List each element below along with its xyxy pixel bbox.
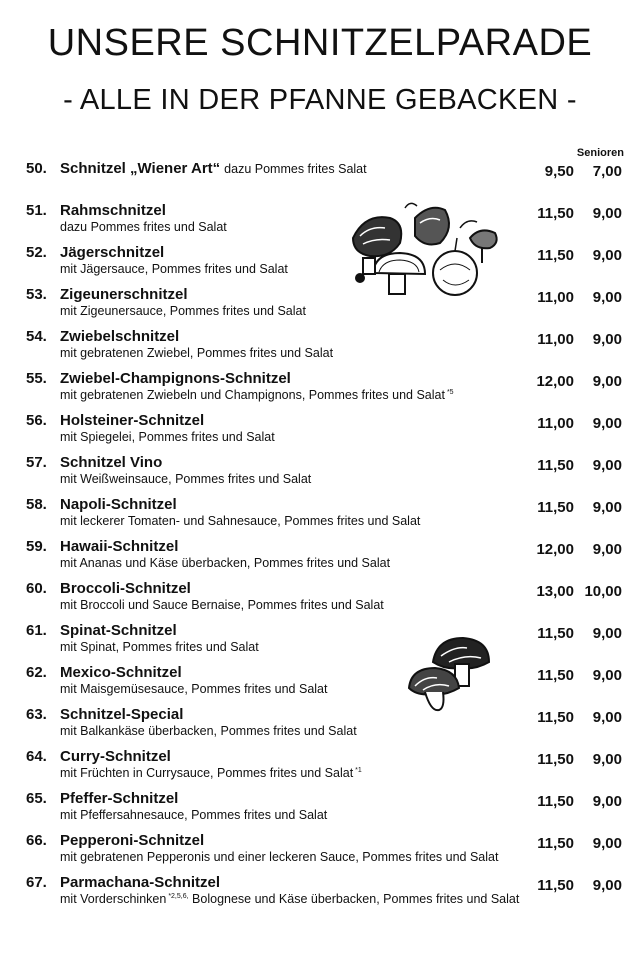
menu-item [0,746,640,788]
item-senior-price: 7,00 [592,163,622,180]
item-name: Pepperoni-Schnitzel [60,832,205,849]
item-price: 11,50 [537,877,574,894]
item-name: Napoli-Schnitzel [60,496,177,513]
item-senior-price: 9,00 [592,205,622,222]
menu-item [0,578,640,620]
item-number: 66. [26,832,47,849]
item-number: 65. [26,790,47,807]
item-senior-price: 9,00 [592,877,622,894]
item-senior-price: 9,00 [592,415,622,432]
item-senior-price: 9,00 [592,373,622,390]
item-senior-price: 10,00 [584,583,622,600]
item-name: Pfeffer-Schnitzel [60,790,179,807]
item-name: Curry-Schnitzel [60,748,171,765]
item-name: Zigeunerschnitzel [60,286,188,303]
item-price: 11,00 [537,415,574,432]
menu-item [0,620,640,662]
item-senior-price: 9,00 [592,625,622,642]
item-senior-price: 9,00 [592,751,622,768]
item-price: 11,50 [537,751,574,768]
item-name: Spinat-Schnitzel [60,622,177,639]
footnote-marker: *2,5,6, [168,892,189,900]
item-description: mit Spiegelei, Pommes frites und Salat [60,430,275,444]
item-number: 60. [26,580,47,597]
item-senior-price: 9,00 [592,289,622,306]
item-name: Jägerschnitzel [60,244,165,261]
item-price: 11,50 [537,625,574,642]
item-description: mit Jägersauce, Pommes frites und Salat [60,262,288,276]
menu-item [0,704,640,746]
item-number: 62. [26,664,47,681]
item-senior-price: 9,00 [592,793,622,810]
item-description: mit Broccoli und Sauce Bernaise, Pommes frites und Salat [60,598,384,612]
item-number: 59. [26,538,47,555]
item-number: 57. [26,454,47,471]
item-senior-price: 9,00 [592,835,622,852]
item-description: dazu Pommes frites und Salat [60,220,227,234]
item-number: 51. [26,202,47,219]
menu-items-list [0,158,640,914]
item-number: 61. [26,622,47,639]
item-description: mit Früchten in Currysauce, Pommes frites und Salat $^{*1}$ [60,766,362,780]
menu-item [0,326,640,368]
item-price: 11,50 [537,709,574,726]
menu-item [0,200,640,242]
item-name: Zwiebel-Champignons-Schnitzel [60,370,291,387]
item-description: mit Zigeunersauce, Pommes frites und Salat [60,304,306,318]
item-name: Zwiebelschnitzel [60,328,180,345]
item-price: 12,00 [536,373,574,390]
item-name: Mexico-Schnitzel [60,664,182,681]
item-price: 11,50 [537,793,574,810]
item-senior-price: 9,00 [592,499,622,516]
footnote-marker: *1 [355,766,362,774]
item-number: 58. [26,496,47,513]
menu-item [0,662,640,704]
menu-item [0,788,640,830]
item-price: 11,00 [537,331,574,348]
item-senior-price: 9,00 [592,247,622,264]
item-name: Schnitzel Vino [60,454,163,471]
menu-item [0,368,640,410]
item-name: Schnitzel „Wiener Art“ dazu Pommes frites Salat [60,160,367,177]
item-number: 64. [26,748,47,765]
item-number: 56. [26,412,47,429]
item-senior-price: 9,00 [592,331,622,348]
item-senior-price: 9,00 [592,541,622,558]
item-description: mit leckerer Tomaten- und Sahnesauce, Pommes frites und Salat [60,514,421,528]
menu-item [0,242,640,284]
item-price: 11,00 [537,289,574,306]
menu-item [0,410,640,452]
item-description: mit Pfeffersahnesauce, Pommes frites und Salat [60,808,328,822]
menu-title: UNSERE SCHNITZELPARADE [47,22,593,64]
item-description: dazu Pommes frites Salat [224,162,367,176]
item-description: mit Ananas und Käse überbacken, Pommes frites und Salat [60,556,391,570]
item-name: Holsteiner-Schnitzel [60,412,205,429]
item-description: mit Weißweinsauce, Pommes frites und Salat [60,472,312,486]
menu-item [0,536,640,578]
item-number: 54. [26,328,47,345]
item-senior-price: 9,00 [592,667,622,684]
item-senior-price: 9,00 [592,457,622,474]
menu-item [0,872,640,914]
item-price: 11,50 [537,205,574,222]
footnote-marker: *5 [446,388,454,396]
item-description: mit Vorderschinken $^{*2,5,6,}$ Bolognese und Käse überbacken, Pommes frites und Salat [60,892,520,906]
menu-item [0,158,640,200]
item-price: 13,00 [536,583,574,600]
item-price: 11,50 [537,247,574,264]
menu-item [0,830,640,872]
item-price: 11,50 [537,457,574,474]
item-price: 11,50 [537,835,574,852]
menu-item [0,452,640,494]
item-name: Hawaii-Schnitzel [60,538,179,555]
item-number: 53. [26,286,47,303]
item-description: mit Spinat, Pommes frites und Salat [60,640,259,654]
item-description: mit gebratenen Zwiebeln und Champignons, Pommes frites und Salat $^{*5}$ [60,388,454,402]
item-price: 11,50 [537,667,574,684]
item-name: Broccoli-Schnitzel [60,580,191,597]
menu-item [0,284,640,326]
item-name: Schnitzel-Special [60,706,184,723]
senior-price-label: Senioren [576,147,624,159]
item-number: 67. [26,874,47,891]
item-price: 11,50 [537,499,574,516]
item-description: mit gebratenen Pepperonis und einer leckeren Sauce, Pommes frites und Salat [60,850,499,864]
item-number: 63. [26,706,47,723]
menu-item [0,494,640,536]
item-number: 55. [26,370,47,387]
item-name: Parmachana-Schnitzel [60,874,221,891]
item-name: Rahmschnitzel [60,202,166,219]
item-price: 9,50 [544,163,574,180]
item-description: mit Maisgemüsesauce, Pommes frites und Salat [60,682,328,696]
item-number: 52. [26,244,47,261]
item-price: 12,00 [536,541,574,558]
item-number: 50. [26,160,47,177]
item-description: mit Balkankäse überbacken, Pommes frites und Salat [60,724,357,738]
item-description: mit gebratenen Zwiebel, Pommes frites und Salat [60,346,334,360]
item-senior-price: 9,00 [592,709,622,726]
menu-subtitle: - ALLE IN DER PFANNE GEBACKEN - [63,84,577,116]
